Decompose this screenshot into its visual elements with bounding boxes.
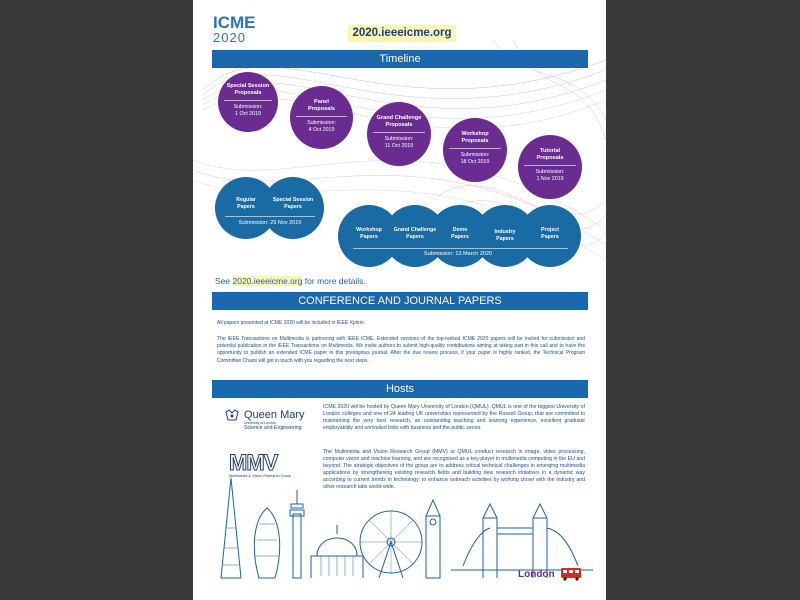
divider [224, 100, 272, 101]
bubble-title: Panel [314, 99, 329, 105]
mmv-logo [229, 452, 291, 478]
group-label: Papers [360, 234, 378, 240]
group-submission: Submission: 29 Nov 2019 [238, 220, 302, 226]
see-details [215, 276, 366, 286]
see-post: for more details. [302, 276, 366, 286]
bubble-sub: Submission: [535, 169, 565, 175]
bubble-title: Proposals [536, 155, 564, 161]
bubble-title: Proposals [234, 90, 262, 96]
divider [373, 132, 425, 133]
qm-faculty: Science and Engineering [244, 425, 302, 431]
divider [524, 165, 576, 166]
group-label: Papers [541, 234, 559, 240]
london-bus-icon [560, 567, 582, 581]
bubble-title: Workshop [461, 131, 489, 137]
see-pre: See [215, 276, 233, 286]
bubble-date: 4 Oct 2019 [308, 126, 335, 133]
qm-university: University of London [244, 421, 276, 425]
divider [353, 248, 568, 249]
hosts-paragraph-1: ICME 2020 will be hosted by Queen Mary University of London (QMUL). QMUL is one of the biggest University of London colleges and one of 24 leading UK universities represented by the Russell Group, that are committed to maintaining the very best research, an outstanding teaching and learning experience, excellent graduate employability and unrivalled links with business and the public sector. [323, 404, 585, 432]
london-label: London [518, 569, 555, 580]
timeline-banner: Timeline [212, 50, 588, 68]
group-label: Papers [451, 234, 469, 240]
logo-text: ICME [213, 13, 256, 32]
group-label: Papers [406, 234, 424, 240]
logo-year: 2020 [213, 30, 246, 45]
bubble-title: Proposals [307, 106, 336, 112]
divider [449, 148, 501, 149]
bubble-sub: Submission: [460, 152, 490, 158]
bubble-title: Grand Challenge [376, 115, 422, 121]
group-label: Grand Challenge [393, 227, 437, 233]
bubble-date: 1 Nov 2019 [536, 175, 564, 182]
timeline-bubble-tutorial-proposals [518, 135, 582, 199]
header-url[interactable]: 2020.ieeeicme.org [348, 25, 456, 42]
bubble-sub: Submission: [384, 136, 414, 142]
queen-mary-logo [226, 409, 305, 431]
group-label: Special Session [272, 197, 314, 203]
hosts-banner: Hosts [212, 380, 588, 398]
bubble-sub: Submission: [307, 120, 336, 126]
bubble-title: Proposals [385, 122, 413, 128]
bubble-date: 18 Oct 2019 [460, 158, 490, 165]
bubble-date: 1 Oct 2019 [235, 110, 261, 117]
bubble-date: 11 Oct 2019 [384, 142, 414, 149]
hosts-paragraph-2: The Multimedia and Vision Research Group (MMV) at QMUL conduct research in image, video processing, computer vision and machine learning, and are recognised as a key-player in multimedia computing in the EU and beyond. The strategic objectives of the group are to address critical technical challenges in emerging multimedia applications by strengthening existing research fields and building new research initiatives in a dynamic way according to current trends in technology; to enhance outreach activities by working closer with the industry and other research labs world-wide. [323, 449, 585, 491]
bubble-sub: Submission: [233, 104, 263, 110]
timeline-bubble-workshop-proposals [443, 118, 507, 182]
group-label: Workshop [356, 227, 382, 233]
see-link[interactable]: 2020.ieeeicme.org [232, 276, 303, 286]
bubble-title: Tutorial [539, 148, 561, 154]
papers-banner: CONFERENCE AND JOURNAL PAPERS [212, 292, 588, 310]
group-label: Demo [452, 227, 468, 233]
crest-icon [224, 409, 240, 423]
qm-name: Queen Mary [244, 409, 305, 421]
papers-paragraph-2: The IEEE Transactions on Multimedia is partnering with IEEE ICME. Extended versions of the top-ranked ICME 2020 papers will be invited for submission and potential publication in the IEEE Transactions on Multimedia. We invite authors to submit high-quality contributions aiming at taking part in this call and to have the opportunity to publish an extended ICME paper in this prestigious journal. After the due review process, if your paper is highly ranked, the Technical Program Committee Chairs will get in touch with you regarding the next steps. [217, 336, 585, 364]
mmv-name: MMV [229, 450, 278, 475]
timeline-bubble-special-session-proposals [218, 72, 278, 132]
mmv-sub: Multimedia & Vision Research Group [229, 474, 292, 478]
group-label: Project [541, 227, 559, 233]
bubble-title: Special Session [226, 83, 270, 89]
group-submission: Submission: 13 March 2020 [423, 251, 493, 257]
divider [296, 116, 347, 117]
timeline-bubble-grand-challenge-proposals [367, 102, 431, 166]
group-label: Papers [237, 204, 255, 210]
poster-page [193, 0, 606, 600]
divider [225, 216, 315, 217]
group-label: Industry [494, 229, 516, 235]
papers-paragraph-1: All papers presented at ICME 2020 will be included in IEEE Xplore. [217, 320, 366, 326]
group-label: Papers [496, 236, 514, 242]
timeline-bubble-panel-proposals [290, 86, 353, 149]
bubble-title: Proposals [461, 138, 489, 144]
group-label: Regular [236, 197, 256, 203]
icme-logo [213, 14, 273, 44]
group-label: Papers [284, 204, 302, 210]
